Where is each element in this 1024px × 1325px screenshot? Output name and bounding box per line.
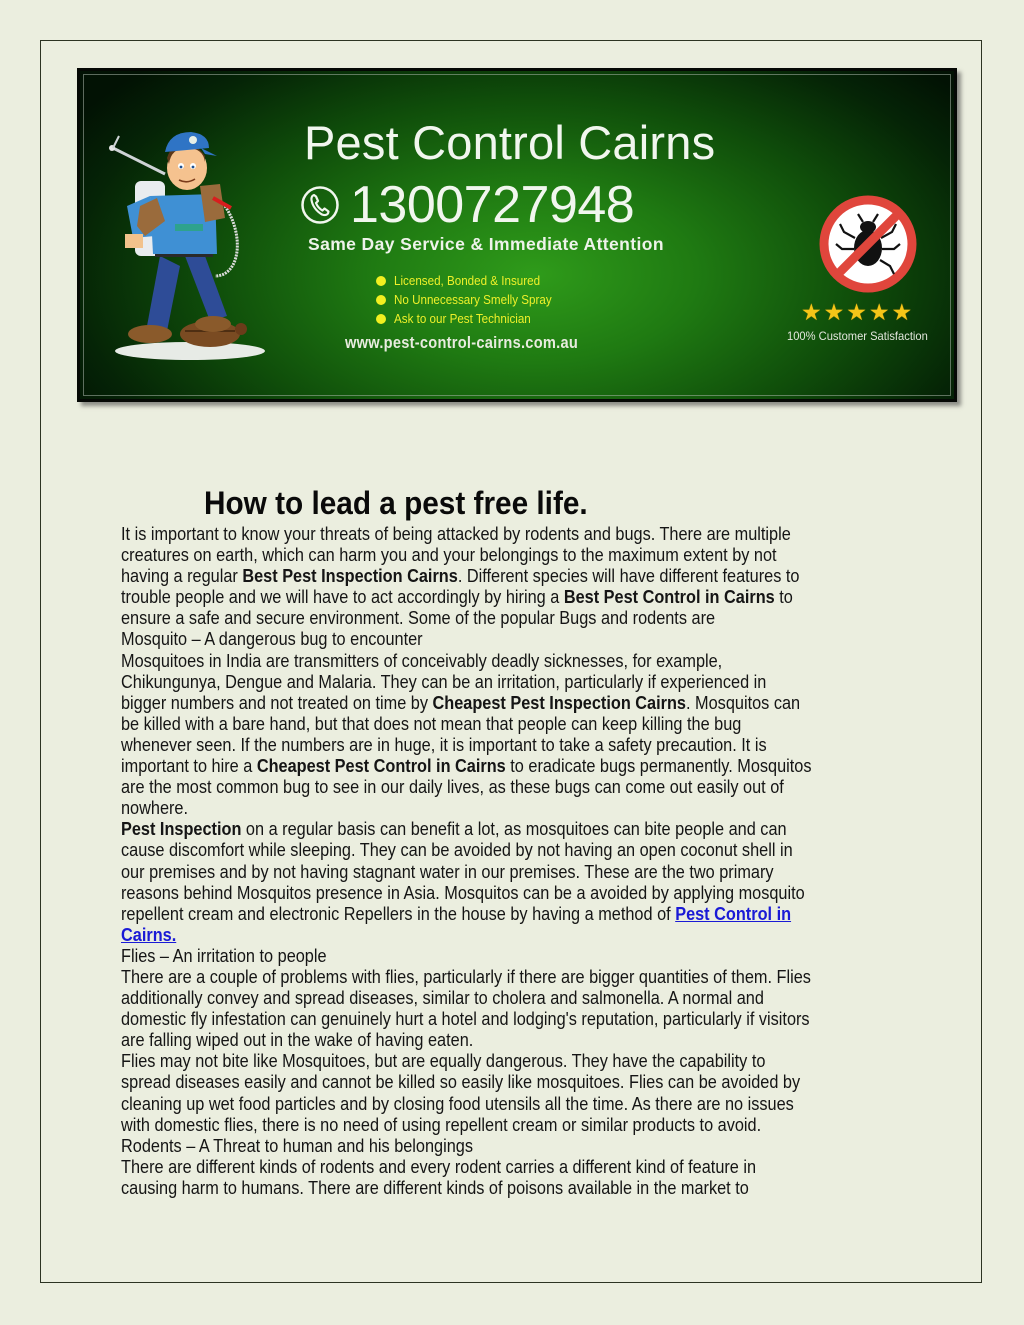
text-segment: spread diseases easily and cannot be killed so easily like mosquitoes. Flies can be avoided by (121, 1072, 801, 1093)
text-segment: trouble people and we will have to act accordingly by hiring a (121, 587, 564, 608)
text-line (121, 735, 881, 756)
text-line (121, 1051, 881, 1072)
text-line (121, 840, 881, 861)
text-segment: having a regular (121, 566, 243, 587)
bullet-dot-icon (376, 295, 386, 305)
text-segment: repellent cream and electronic Repellers in the house by having a method of (121, 903, 676, 924)
text-segment: ensure a safe and secure environment. Some of the popular Bugs and rodents are (121, 608, 716, 629)
text-segment: It is important to know your threats of being attacked by rodents and bugs. There are multiple (121, 524, 791, 544)
phone-icon (300, 185, 340, 225)
text-line (121, 1072, 881, 1093)
pest-control-cairns-link[interactable]: Pest Control in (675, 903, 792, 924)
text-segment: bigger numbers and not treated on time by (121, 692, 433, 713)
text-line (121, 608, 881, 629)
text-line (121, 967, 881, 988)
feature-item (376, 271, 564, 290)
text-line (121, 946, 881, 967)
text-segment: are falling wiped out in the wake of having eaten. (121, 1030, 474, 1051)
text-segment: Flies may not bite like Mosquitoes, but are equally dangerous. They have the capability to (121, 1051, 766, 1072)
text-segment: on a regular basis can benefit a lot, as mosquitoes can bite people and can (241, 819, 787, 840)
banner-tagline: Same Day Service & Immediate Attention (308, 234, 664, 254)
text-line (121, 819, 881, 840)
text-line (121, 587, 881, 608)
banner-phone (300, 175, 634, 235)
bullet-dot-icon (376, 314, 386, 324)
bold-keyword: Best Pest Control in Cairns (563, 587, 775, 608)
text-segment: . Mosquitos can (686, 692, 801, 713)
text-line (121, 925, 881, 946)
pest-control-cairns-link[interactable]: Cairns. (121, 924, 177, 945)
text-segment: domestic fly infestation can genuinely hurt a hotel and lodging's reputation, particularly if visitors (121, 1009, 810, 1030)
feature-item (376, 290, 564, 309)
text-line (121, 545, 881, 566)
banner-feature-list (376, 271, 564, 328)
text-segment: Rodents – A Threat to human and his belongings (121, 1135, 474, 1156)
article-body (121, 524, 961, 1199)
bold-keyword: Pest Inspection (121, 819, 242, 840)
text-line (121, 714, 881, 735)
banner-image (77, 68, 957, 402)
text-segment: Mosquito – A dangerous bug to encounter (121, 629, 423, 650)
text-segment: whenever seen. If the numbers are in huge, it is important to take a safety precaution. It is (121, 734, 767, 755)
text-segment: . Different species will have different features to (457, 566, 800, 587)
no-bug-icon (818, 194, 918, 294)
text-segment: to (774, 587, 793, 608)
text-line (121, 1009, 881, 1030)
text-segment: are the most common bug to see in our daily lives, as these bugs can come out easily out of (121, 777, 784, 798)
text-segment: There are a couple of problems with flies, particularly if there are bigger quantities of them. Flies (121, 966, 811, 987)
text-line (121, 672, 881, 693)
text-line (121, 1115, 881, 1136)
text-segment: creatures on earth, which can harm you and your belongings to the maximum extent by not (121, 545, 777, 566)
text-segment: additionally convey and spread diseases, similar to cholera and salmonella. A normal and (121, 988, 764, 1009)
text-segment: cleaning up wet food particles and by closing food utensils all the time. As there are no issues (121, 1093, 794, 1114)
text-line (121, 1157, 881, 1178)
text-segment: important to hire a (121, 756, 257, 777)
text-segment: with domestic flies, there is no need of using repellent cream or similar products to avoid. (121, 1114, 762, 1135)
text-segment: Mosquitoes in India are transmitters of conceivably deadly sicknesses, for example, (121, 650, 723, 671)
text-line (121, 1136, 881, 1157)
text-line (121, 651, 881, 672)
text-line (121, 1094, 881, 1115)
article-heading: How to lead a pest free life. (204, 485, 588, 521)
text-line (121, 883, 881, 904)
banner-website-url: www.pest-control-cairns.com.au (345, 333, 579, 352)
text-segment: causing harm to humans. There are different kinds of poisons available in the market to (121, 1177, 749, 1198)
text-line (121, 862, 881, 883)
text-line (121, 629, 881, 650)
text-line (121, 904, 881, 925)
feature-item (376, 309, 564, 328)
bold-keyword: Cheapest Pest Inspection Cairns (432, 692, 687, 713)
phone-number: 1300727948 (350, 176, 635, 234)
satisfaction-label: 100% Customer Satisfaction (787, 329, 928, 343)
text-segment: cause discomfort while sleeping. They can be avoided by not having an open coconut shell in (121, 840, 793, 861)
banner-title: Pest Control Cairns (304, 116, 716, 169)
text-line (121, 798, 881, 819)
feature-text: Licensed, Bonded & Insured (394, 273, 541, 288)
text-segment: to eradicate bugs permanently. Mosquitos (505, 756, 812, 777)
text-line (121, 524, 881, 545)
mascot-pest-technician-icon (105, 126, 265, 366)
text-segment: nowhere. (121, 798, 189, 819)
rating-stars-icon: ★★★★★ (801, 299, 915, 325)
text-line (121, 1030, 881, 1051)
text-segment: There are different kinds of rodents and every rodent carries a different kind of feature in (121, 1156, 757, 1177)
text-line (121, 756, 881, 777)
text-segment: Chikungunya, Dengue and Malaria. They can be an irritation, particularly if experienced in (121, 671, 767, 692)
bold-keyword: Best Pest Inspection Cairns (242, 566, 458, 587)
bullet-dot-icon (376, 276, 386, 286)
text-segment: our premises and by not having stagnant water in our premises. These are the two primary (121, 861, 774, 882)
text-line (121, 693, 881, 714)
feature-text: Ask to our Pest Technician (394, 311, 531, 326)
text-line (121, 988, 881, 1009)
text-line (121, 777, 881, 798)
text-line (121, 566, 881, 587)
text-line (121, 1178, 881, 1199)
bold-keyword: Cheapest Pest Control in Cairns (256, 756, 506, 777)
text-segment: be killed with a bare hand, but that does not mean that people can keep killing the bug (121, 713, 742, 734)
feature-text: No Unnecessary Smelly Spray (394, 292, 552, 307)
text-segment: Flies – An irritation to people (121, 945, 327, 966)
text-segment: reasons behind Mosquitos presence in Asia. Mosquitos can be a avoided by applying mosquito (121, 882, 805, 903)
